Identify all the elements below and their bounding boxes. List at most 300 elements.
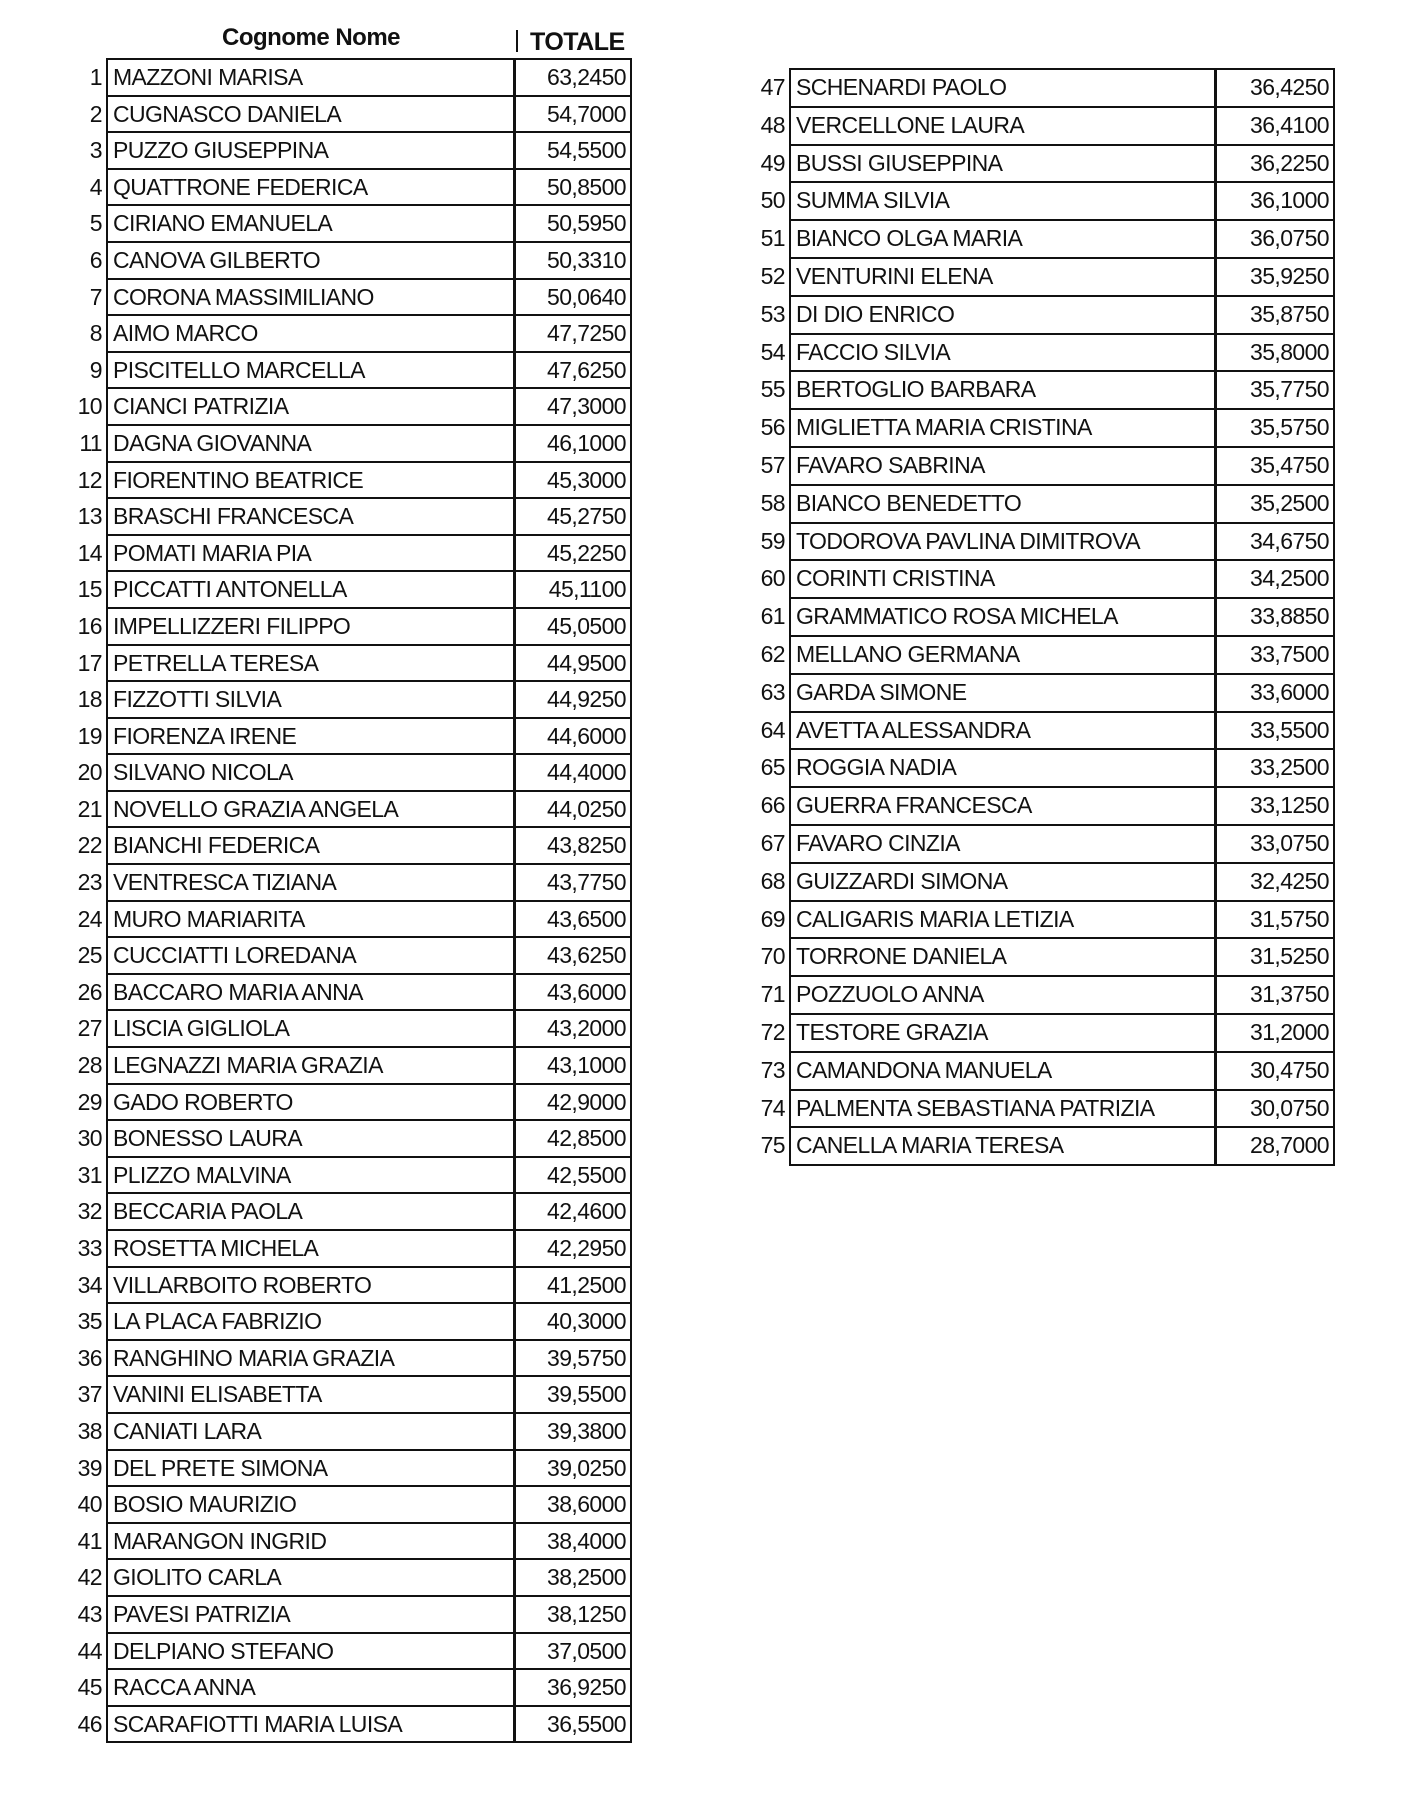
row-name: POZZUOLO ANNA <box>790 976 1216 1014</box>
table-row <box>44 59 631 96</box>
table-row <box>44 535 631 572</box>
row-name: DELPIANO STEFANO <box>107 1633 515 1670</box>
row-total: 42,2950 <box>515 1230 632 1267</box>
row-number: 9 <box>89 356 102 383</box>
table-row <box>44 242 631 279</box>
row-total: 31,5250 <box>1216 938 1335 976</box>
row-total: 35,5750 <box>1216 409 1335 447</box>
row-number: 19 <box>77 722 102 749</box>
row-name: CANOVA GILBERTO <box>107 242 515 279</box>
row-number: 6 <box>89 246 102 273</box>
row-total: 50,5950 <box>515 205 632 242</box>
row-number: 15 <box>77 576 102 603</box>
row-name: DAGNA GIOVANNA <box>107 425 515 462</box>
row-name: MAZZONI MARISA <box>107 59 515 96</box>
row-total: 43,7750 <box>515 864 632 901</box>
row-total: 33,0750 <box>1216 825 1335 863</box>
row-name: DEL PRETE SIMONA <box>107 1450 515 1487</box>
row-number: 26 <box>77 978 102 1005</box>
row-number: 62 <box>760 640 785 667</box>
row-total: 45,0500 <box>515 608 632 645</box>
table-row <box>44 279 631 316</box>
row-total: 42,4600 <box>515 1193 632 1230</box>
row-number: 75 <box>760 1132 785 1159</box>
row-total: 42,5500 <box>515 1157 632 1194</box>
row-name: BERTOGLIO BARBARA <box>790 371 1216 409</box>
row-number: 23 <box>77 869 102 896</box>
row-number: 27 <box>77 1015 102 1042</box>
row-name: RANGHINO MARIA GRAZIA <box>107 1340 515 1377</box>
row-name: VENTRESCA TIZIANA <box>107 864 515 901</box>
row-name: FACCIO SILVIA <box>790 334 1216 372</box>
row-total: 33,5500 <box>1216 712 1335 750</box>
table-row <box>44 388 631 425</box>
row-name: TESTORE GRAZIA <box>790 1014 1216 1052</box>
row-total: 33,2500 <box>1216 749 1335 787</box>
row-number: 40 <box>77 1491 102 1518</box>
row-number: 2 <box>89 100 102 127</box>
row-name: BUSSI GIUSEPPINA <box>790 145 1216 183</box>
row-number: 38 <box>77 1417 102 1444</box>
row-total: 36,0750 <box>1216 220 1335 258</box>
row-number: 14 <box>77 539 102 566</box>
row-total: 50,3310 <box>515 242 632 279</box>
row-name: GARDA SIMONE <box>790 674 1216 712</box>
row-number: 66 <box>760 792 785 819</box>
row-total: 36,5500 <box>515 1706 632 1743</box>
row-number: 47 <box>760 74 785 100</box>
table-row <box>745 296 1334 334</box>
row-name: CANIATI LARA <box>107 1413 515 1450</box>
row-number: 22 <box>77 832 102 859</box>
table-row <box>745 1127 1334 1165</box>
row-name: CORINTI CRISTINA <box>790 560 1216 598</box>
row-number: 60 <box>760 565 785 592</box>
row-name: MIGLIETTA MARIA CRISTINA <box>790 409 1216 447</box>
row-number: 42 <box>77 1564 102 1591</box>
row-name: GIOLITO CARLA <box>107 1559 515 1596</box>
row-total: 34,6750 <box>1216 523 1335 561</box>
table-row <box>44 754 631 791</box>
row-total: 36,9250 <box>515 1669 632 1706</box>
row-name: ROSETTA MICHELA <box>107 1230 515 1267</box>
row-name: PLIZZO MALVINA <box>107 1157 515 1194</box>
row-total: 43,8250 <box>515 827 632 864</box>
row-number: 58 <box>760 489 785 516</box>
row-total: 46,1000 <box>515 425 632 462</box>
row-name: PUZZO GIUSEPPINA <box>107 132 515 169</box>
row-name: GADO ROBERTO <box>107 1084 515 1121</box>
row-number: 13 <box>77 503 102 530</box>
table-row <box>44 1193 631 1230</box>
row-name: VERCELLONE LAURA <box>790 107 1216 145</box>
table-row <box>44 1376 631 1413</box>
table-row <box>44 1047 631 1084</box>
row-number: 8 <box>89 320 102 347</box>
row-total: 35,8000 <box>1216 334 1335 372</box>
row-total: 36,1000 <box>1216 182 1335 220</box>
row-number: 33 <box>77 1235 102 1261</box>
row-name: NOVELLO GRAZIA ANGELA <box>107 791 515 828</box>
row-total: 63,2450 <box>515 59 632 96</box>
row-name: ROGGIA NADIA <box>790 749 1216 787</box>
row-name: TORRONE DANIELA <box>790 938 1216 976</box>
row-total: 39,0250 <box>515 1450 632 1487</box>
row-total: 44,9500 <box>515 645 632 682</box>
row-total: 36,4100 <box>1216 107 1335 145</box>
row-name: IMPELLIZZERI FILIPPO <box>107 608 515 645</box>
row-total: 45,2250 <box>515 535 632 572</box>
row-name: GRAMMATICO ROSA MICHELA <box>790 598 1216 636</box>
table-row <box>745 749 1334 787</box>
row-number: 43 <box>77 1600 102 1627</box>
row-name: LEGNAZZI MARIA GRAZIA <box>107 1047 515 1084</box>
row-total: 42,8500 <box>515 1120 632 1157</box>
row-number: 56 <box>760 414 785 441</box>
row-name: PICCATTI ANTONELLA <box>107 571 515 608</box>
table-row <box>44 462 631 499</box>
table-row <box>44 132 631 169</box>
table-row <box>44 937 631 974</box>
row-number: 32 <box>77 1198 102 1225</box>
table-row <box>745 69 1334 107</box>
row-number: 28 <box>77 1052 102 1079</box>
row-total: 31,3750 <box>1216 976 1335 1014</box>
table-row <box>745 447 1334 485</box>
row-name: GUIZZARDI SIMONA <box>790 863 1216 901</box>
row-name: LISCIA GIGLIOLA <box>107 1010 515 1047</box>
table-row <box>44 352 631 389</box>
row-name: DI DIO ENRICO <box>790 296 1216 334</box>
row-name: BACCARO MARIA ANNA <box>107 974 515 1011</box>
row-name: CANELLA MARIA TERESA <box>790 1127 1216 1165</box>
row-number: 64 <box>760 716 785 743</box>
row-number: 11 <box>79 429 102 456</box>
row-total: 30,4750 <box>1216 1052 1335 1090</box>
table-row <box>44 1523 631 1560</box>
row-total: 35,2500 <box>1216 485 1335 523</box>
table-row <box>44 425 631 462</box>
row-number: 21 <box>77 795 102 822</box>
row-name: QUATTRONE FEDERICA <box>107 169 515 206</box>
row-number: 18 <box>77 686 102 713</box>
table-row <box>745 560 1334 598</box>
table-row <box>745 1090 1334 1128</box>
row-number: 72 <box>760 1018 785 1045</box>
row-number: 4 <box>89 173 102 200</box>
row-number: 71 <box>760 981 785 1008</box>
table-row <box>44 645 631 682</box>
row-total: 40,3000 <box>515 1303 632 1340</box>
row-number: 7 <box>89 283 102 310</box>
row-name: BIANCO OLGA MARIA <box>790 220 1216 258</box>
row-name: BRASCHI FRANCESCA <box>107 498 515 535</box>
row-name: BECCARIA PAOLA <box>107 1193 515 1230</box>
row-number: 59 <box>760 527 785 554</box>
row-number: 12 <box>77 466 102 493</box>
row-number: 65 <box>760 754 785 781</box>
row-name: BIANCHI FEDERICA <box>107 827 515 864</box>
row-total: 44,6000 <box>515 718 632 755</box>
row-name: MARANGON INGRID <box>107 1523 515 1560</box>
row-number: 49 <box>760 149 785 176</box>
row-name: POMATI MARIA PIA <box>107 535 515 572</box>
row-total: 33,8850 <box>1216 598 1335 636</box>
row-total: 43,2000 <box>515 1010 632 1047</box>
row-name: FAVARO SABRINA <box>790 447 1216 485</box>
row-total: 28,7000 <box>1216 1127 1335 1165</box>
table-row <box>44 827 631 864</box>
row-number: 41 <box>77 1527 102 1554</box>
row-name: RACCA ANNA <box>107 1669 515 1706</box>
column-header-total: TOTALE <box>530 28 625 56</box>
row-name: SCARAFIOTTI MARIA LUISA <box>107 1706 515 1743</box>
row-name: AVETTA ALESSANDRA <box>790 712 1216 750</box>
row-total: 43,6500 <box>515 901 632 938</box>
row-total: 39,3800 <box>515 1413 632 1450</box>
row-name: CAMANDONA MANUELA <box>790 1052 1216 1090</box>
table-row <box>44 315 631 352</box>
table-row <box>745 825 1334 863</box>
table-row <box>745 334 1334 372</box>
row-name: PALMENTA SEBASTIANA PATRIZIA <box>790 1090 1216 1128</box>
table-row <box>745 863 1334 901</box>
table-row <box>44 1084 631 1121</box>
table-row <box>745 107 1334 145</box>
table-row <box>745 371 1334 409</box>
row-number: 51 <box>760 225 785 252</box>
table-row <box>44 1559 631 1596</box>
table-row <box>745 409 1334 447</box>
row-number: 57 <box>760 451 785 478</box>
table-row <box>44 96 631 133</box>
table-row <box>745 787 1334 825</box>
row-number: 70 <box>760 943 785 970</box>
row-total: 45,3000 <box>515 462 632 499</box>
table-row <box>745 485 1334 523</box>
row-total: 33,6000 <box>1216 674 1335 712</box>
row-number: 37 <box>77 1381 102 1408</box>
row-name: FAVARO CINZIA <box>790 825 1216 863</box>
table-row <box>44 1267 631 1304</box>
row-name: CUGNASCO DANIELA <box>107 96 515 133</box>
table-row <box>44 1340 631 1377</box>
row-name: BONESSO LAURA <box>107 1120 515 1157</box>
table-row <box>44 1413 631 1450</box>
table-row <box>745 1014 1334 1052</box>
row-total: 31,5750 <box>1216 901 1335 939</box>
table-row <box>44 718 631 755</box>
table-row <box>745 220 1334 258</box>
row-total: 54,5500 <box>515 132 632 169</box>
row-number: 24 <box>77 905 102 932</box>
table-row <box>44 974 631 1011</box>
row-total: 35,8750 <box>1216 296 1335 334</box>
row-total: 50,8500 <box>515 169 632 206</box>
table-row <box>745 145 1334 183</box>
table-row <box>745 1052 1334 1090</box>
row-number: 67 <box>760 829 785 856</box>
row-total: 39,5750 <box>515 1340 632 1377</box>
row-number: 31 <box>77 1161 102 1188</box>
table-row <box>44 1633 631 1670</box>
table-row <box>44 1596 631 1633</box>
ranking-table-left <box>44 58 632 1743</box>
row-name: FIZZOTTI SILVIA <box>107 681 515 718</box>
row-name: VENTURINI ELENA <box>790 258 1216 296</box>
table-row <box>44 1120 631 1157</box>
row-total: 33,7500 <box>1216 636 1335 674</box>
row-number: 20 <box>77 759 102 786</box>
row-number: 55 <box>760 376 785 403</box>
row-total: 43,6000 <box>515 974 632 1011</box>
row-name: LA PLACA FABRIZIO <box>107 1303 515 1340</box>
row-number: 54 <box>760 338 785 365</box>
table-row <box>745 674 1334 712</box>
row-name: CIANCI PATRIZIA <box>107 388 515 425</box>
row-total: 47,6250 <box>515 352 632 389</box>
row-total: 38,2500 <box>515 1559 632 1596</box>
row-total: 38,1250 <box>515 1596 632 1633</box>
row-name: AIMO MARCO <box>107 315 515 352</box>
row-name: CALIGARIS MARIA LETIZIA <box>790 901 1216 939</box>
table-row <box>44 1486 631 1523</box>
row-total: 45,2750 <box>515 498 632 535</box>
row-number: 35 <box>77 1308 102 1335</box>
row-name: BOSIO MAURIZIO <box>107 1486 515 1523</box>
row-name: GUERRA FRANCESCA <box>790 787 1216 825</box>
row-total: 39,5500 <box>515 1376 632 1413</box>
row-number: 50 <box>760 187 785 214</box>
column-header-name: Cognome Nome <box>222 24 401 51</box>
row-name: SILVANO NICOLA <box>107 754 515 791</box>
row-total: 43,6250 <box>515 937 632 974</box>
table-row <box>745 598 1334 636</box>
row-total: 41,2500 <box>515 1267 632 1304</box>
row-number: 29 <box>77 1088 102 1115</box>
row-total: 47,3000 <box>515 388 632 425</box>
row-name: VANINI ELISABETTA <box>107 1376 515 1413</box>
row-number: 45 <box>77 1674 102 1701</box>
row-name: PISCITELLO MARCELLA <box>107 352 515 389</box>
row-number: 36 <box>77 1344 102 1371</box>
row-number: 30 <box>77 1125 102 1152</box>
table-row <box>44 608 631 645</box>
table-row <box>44 498 631 535</box>
table-row <box>745 636 1334 674</box>
row-total: 47,7250 <box>515 315 632 352</box>
row-total: 34,2500 <box>1216 560 1335 598</box>
row-name: MURO MARIARITA <box>107 901 515 938</box>
row-total: 35,9250 <box>1216 258 1335 296</box>
table-row <box>44 681 631 718</box>
table-row <box>44 169 631 206</box>
row-number: 39 <box>77 1454 102 1481</box>
ranking-table-right <box>745 68 1335 1166</box>
row-number: 61 <box>760 603 785 630</box>
table-row <box>745 258 1334 296</box>
row-name: CUCCIATTI LOREDANA <box>107 937 515 974</box>
row-total: 43,1000 <box>515 1047 632 1084</box>
row-number: 16 <box>77 612 102 639</box>
row-number: 17 <box>77 649 102 676</box>
table-row <box>44 1706 631 1743</box>
table-row <box>44 1450 631 1487</box>
row-name: SUMMA SILVIA <box>790 182 1216 220</box>
row-number: 63 <box>760 678 785 705</box>
row-name: TODOROVA PAVLINA DIMITROVA <box>790 523 1216 561</box>
row-name: BIANCO BENEDETTO <box>790 485 1216 523</box>
table-row <box>44 205 631 242</box>
row-number: 10 <box>77 393 102 420</box>
table-row <box>44 1157 631 1194</box>
row-number: 5 <box>89 210 102 237</box>
table-row <box>44 791 631 828</box>
table-row <box>44 1303 631 1340</box>
row-number: 44 <box>77 1637 102 1664</box>
row-total: 32,4250 <box>1216 863 1335 901</box>
row-total: 31,2000 <box>1216 1014 1335 1052</box>
row-number: 34 <box>77 1271 102 1298</box>
table-row <box>745 976 1334 1014</box>
table-row <box>745 712 1334 750</box>
row-total: 38,4000 <box>515 1523 632 1560</box>
row-name: VILLARBOITO ROBERTO <box>107 1267 515 1304</box>
row-number: 25 <box>77 942 102 969</box>
row-number: 53 <box>760 300 785 327</box>
row-name: CORONA MASSIMILIANO <box>107 279 515 316</box>
row-name: PETRELLA TERESA <box>107 645 515 682</box>
row-name: MELLANO GERMANA <box>790 636 1216 674</box>
row-number: 69 <box>760 905 785 932</box>
row-total: 33,1250 <box>1216 787 1335 825</box>
row-total: 44,9250 <box>515 681 632 718</box>
row-total: 44,4000 <box>515 754 632 791</box>
row-number: 68 <box>760 867 785 894</box>
row-total: 35,7750 <box>1216 371 1335 409</box>
table-row <box>44 1230 631 1267</box>
row-total: 38,6000 <box>515 1486 632 1523</box>
table-row <box>44 571 631 608</box>
row-total: 30,0750 <box>1216 1090 1335 1128</box>
table-row <box>745 182 1334 220</box>
row-total: 36,2250 <box>1216 145 1335 183</box>
row-total: 45,1100 <box>515 571 632 608</box>
table-row <box>745 523 1334 561</box>
table-row <box>44 901 631 938</box>
row-number: 52 <box>760 262 785 289</box>
row-total: 42,9000 <box>515 1084 632 1121</box>
table-row <box>745 938 1334 976</box>
row-name: CIRIANO EMANUELA <box>107 205 515 242</box>
header-separator <box>516 30 518 52</box>
table-row <box>44 1010 631 1047</box>
table-row <box>745 901 1334 939</box>
row-total: 44,0250 <box>515 791 632 828</box>
row-name: FIORENZA IRENE <box>107 718 515 755</box>
row-name: PAVESI PATRIZIA <box>107 1596 515 1633</box>
row-total: 50,0640 <box>515 279 632 316</box>
table-row <box>44 1669 631 1706</box>
row-total: 54,7000 <box>515 96 632 133</box>
row-total: 37,0500 <box>515 1633 632 1670</box>
row-number: 48 <box>760 111 785 138</box>
row-number: 73 <box>760 1056 785 1083</box>
row-total: 35,4750 <box>1216 447 1335 485</box>
row-number: 46 <box>77 1710 102 1737</box>
row-number: 3 <box>89 137 102 164</box>
row-name: FIORENTINO BEATRICE <box>107 462 515 499</box>
